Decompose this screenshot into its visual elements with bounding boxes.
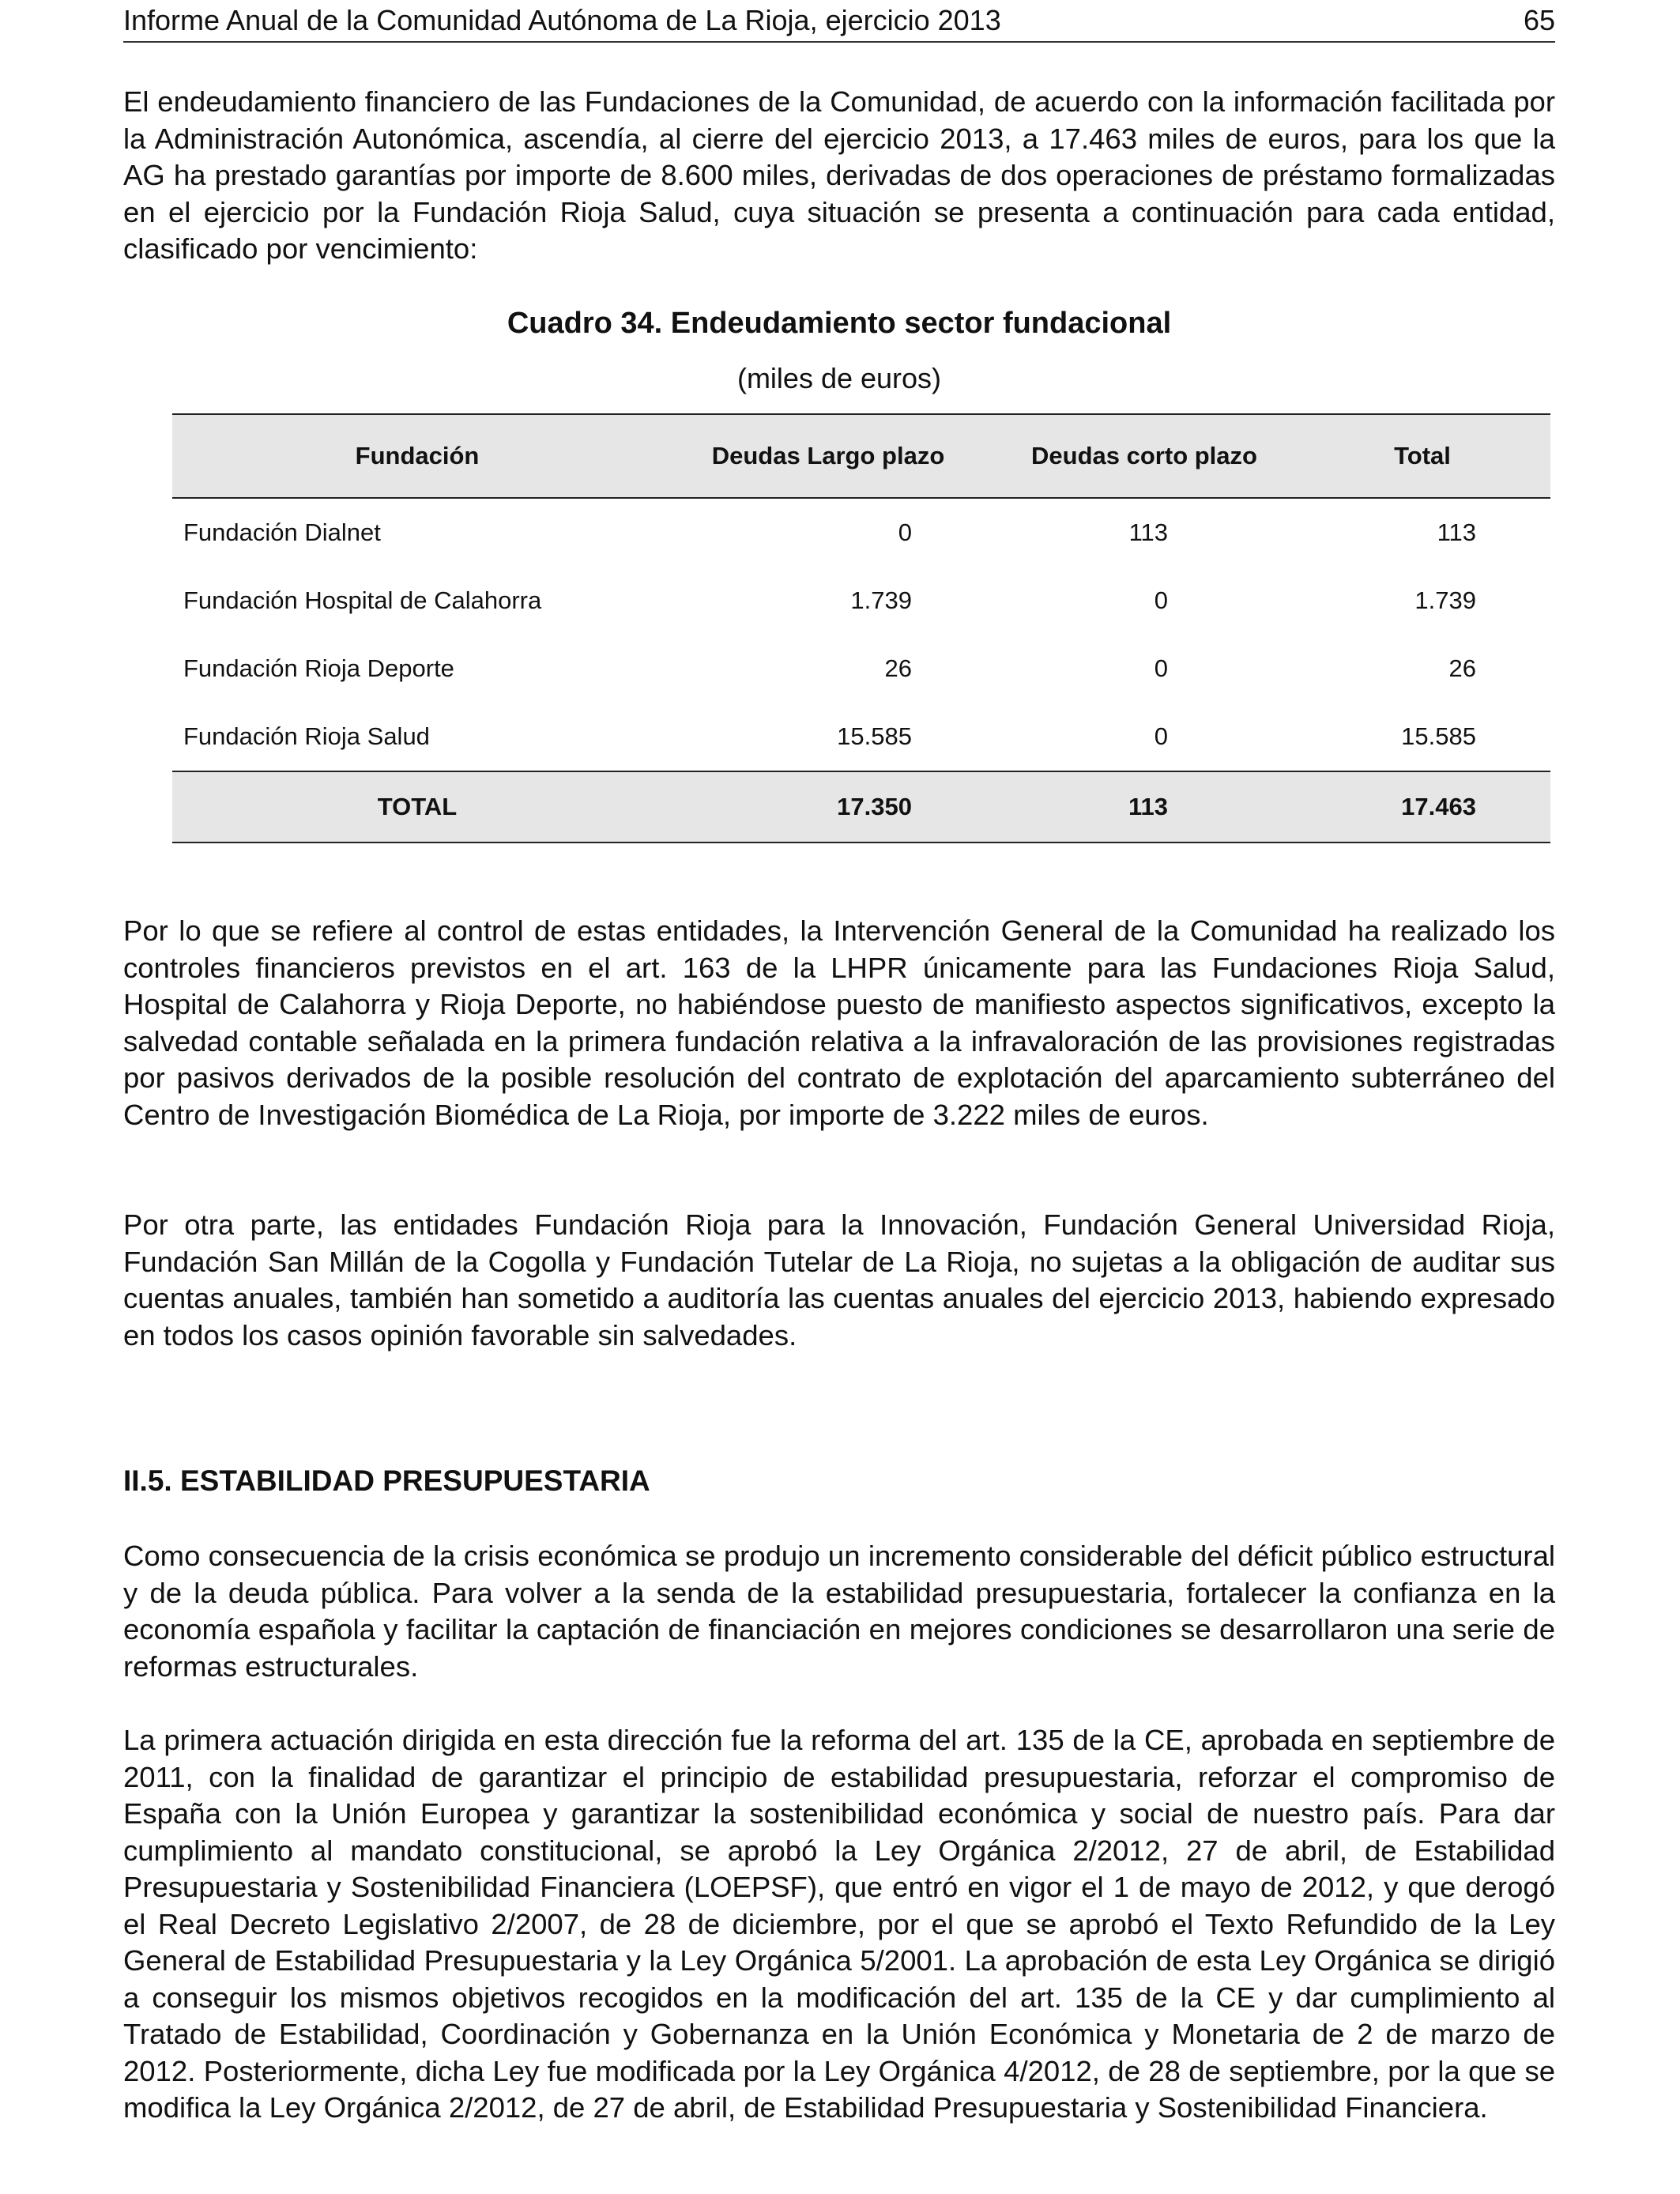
table-row [172,567,1550,635]
audit-paragraph: Por otra parte, las entidades Fundación Rioja para la Innovación, Fundación General Universidad Rioja, Fundación San Millán de la Cogolla y Fundación Tutelar de La Rioja, no sujetas a la obligación de auditar sus cuentas anuales, también han sometido a auditoría las cuentas anuales del ejercicio 2013, habiendo expresado en todos los casos opinión favorable sin salvedades. [123,1208,1555,1351]
cell-total: 1.739 [1414,586,1476,614]
page-number: 65 [1523,4,1555,36]
cell-corto-plazo: 113 [1128,518,1168,546]
crisis-paragraph: Como consecuencia de la crisis económica se produjo un incremento considerable del déficit público estructural y de la deuda pública. Para volver a la senda de la estabilidad presupuestaria, fortalecer la confianza en la economía española y facilitar la captación de financiación en mejores condiciones se desarrollaron una serie de reformas estructurales. [123,1540,1555,1683]
header-total: Total [1294,414,1550,498]
cell-largo-plazo: 1.739 [850,586,912,614]
total-total: 17.463 [1294,771,1550,843]
reform-paragraph: La primera actuación dirigida en esta dirección fue la reforma del art. 135 de la CE, aprobada en septiembre de 2011, con la finalidad de garantizar el principio de estabilidad presupuestaria, reforzar el compromiso de España con la Unión Europea y garantizar la sostenibilidad económica y social de nuestro país. Para dar cumplimiento al mandato constitucional, se aprobó la Ley Orgánica 2/2012, 27 de abril, de Estabilidad Presupuestaria y Sostenibilidad Financiera (LOEPSF), que entró en vigor el 1 de mayo de 2012, y que derogó el Real Decreto Legislativo 2/2007, de 28 de diciembre, por el que se aprobó el Texto Refundido de la Ley General de Estabilidad Presupuestaria y la Ley Orgánica 5/2001. La aprobación de esta Ley Orgánica se dirigió a conseguir los mismos objetivos recogidos en la modificación del art. 135 de la CE y dar cumplimiento al Tratado de Estabilidad, Coordinación y Gobernanza en la Unión Económica y Monetaria de 2 de marzo de 2012. Posteriormente, dicha Ley fue modificada por la Ley Orgánica 4/2012, de 28 de septiembre, por la que se modifica la Ley Orgánica 2/2012, de 27 de abril, de Estabilidad Presupuestaria y Sostenibilidad Financiera. [123,1724,1555,2124]
cell-total: 26 [1448,654,1476,682]
control-paragraph: Por lo que se refiere al control de estas entidades, la Intervención General de la Comunidad ha realizado los controles financieros previstos en el art. 163 de la LHPR únicamente para las Fundaciones Rioja Salud, Hospital de Calahorra y Rioja Deporte, no habiéndose puesto de manifiesto aspectos significativos, excepto la salvedad contable señalada en la primera fundación relativa a la infravaloración de las provisiones registradas por pasivos derivados de la posible resolución del contrato de explotación del aparcamiento subterráneo del Centro de Investigación Biomédica de La Rioja, por importe de 3.222 miles de euros. [123,914,1555,1131]
table-total-row [172,771,1550,843]
cell-total: 15.585 [1401,722,1476,750]
total-label: TOTAL [172,771,662,843]
header-corto-plazo: Deudas corto plazo [994,414,1294,498]
cell-corto-plazo: 0 [1154,654,1168,682]
cell-fundacion: Fundación Hospital de Calahorra [183,586,542,614]
cell-largo-plazo: 15.585 [837,722,912,750]
cell-total: 113 [1437,518,1476,546]
cell-fundacion: Fundación Rioja Salud [183,722,430,750]
cell-corto-plazo: 0 [1154,586,1168,614]
total-largo-plazo: 17.350 [662,771,994,843]
header-largo-plazo: Deudas Largo plazo [662,414,994,498]
cell-largo-plazo: 0 [898,518,912,546]
cell-corto-plazo: 0 [1154,722,1168,750]
table-row [172,635,1550,703]
cell-fundacion: Fundación Dialnet [183,518,381,546]
table-subtitle: (miles de euros) [736,362,942,394]
debt-table [172,413,1550,843]
total-corto-plazo: 113 [994,771,1294,843]
table-title: Cuadro 34. Endeudamiento sector fundacional [507,307,1172,340]
debt-table-container [172,413,1550,843]
intro-paragraph: El endeudamiento financiero de las Fundaciones de la Comunidad, de acuerdo con la información facilitada por la Administración Autonómica, ascendía, al cierre del ejercicio 2013, a 17.463 miles de euros, para los que la AG ha prestado garantías por importe de 8.600 miles, derivadas de dos operaciones de préstamo formalizadas en el ejercicio por la Fundación Rioja Salud, cuya situación se presenta a continuación para cada entidad, clasificado por vencimiento: [123,85,1555,265]
cell-largo-plazo: 26 [884,654,912,682]
table-row [172,498,1550,567]
header-fundacion: Fundación [172,414,662,498]
page-header [123,2,1555,43]
table-row [172,703,1550,771]
section-heading: II.5. ESTABILIDAD PRESUPUESTARIA [123,1465,650,1497]
table-header-row [172,414,1550,498]
report-title: Informe Anual de la Comunidad Autónoma de La Rioja, ejercicio 2013 [123,4,1001,36]
cell-fundacion: Fundación Rioja Deporte [183,654,454,682]
